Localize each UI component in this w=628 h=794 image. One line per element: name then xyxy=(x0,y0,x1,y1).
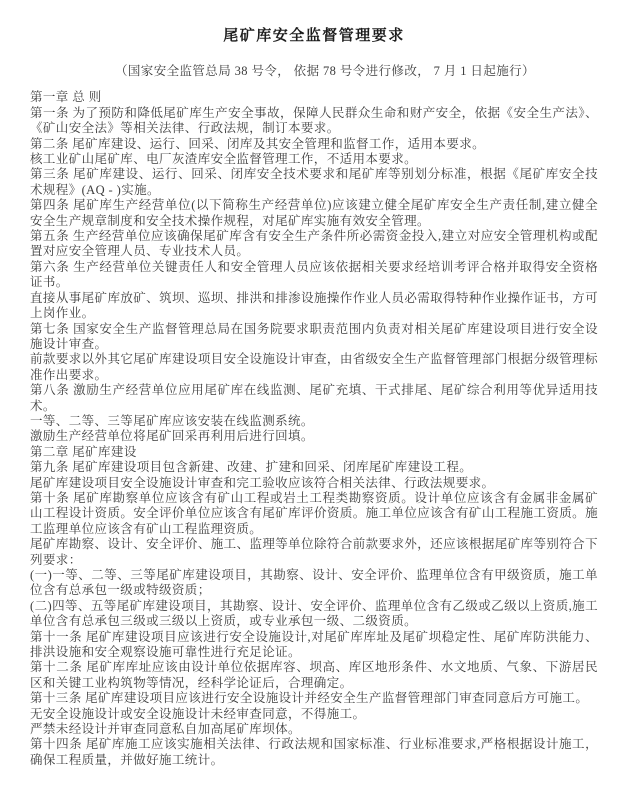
article-paragraph: 第二条 尾矿库建设、运行、回采、闭库及其安全管理和监督工作，适用本要求。 xyxy=(30,136,486,151)
article-paragraph: 第十一条 尾矿库建设项目应该进行安全设施设计,对尾矿库库址及尾矿坝稳定性、尾矿库防洪能力、排洪设施和安全观察设施可靠性进行充足论证。 xyxy=(30,629,598,660)
article-paragraph: 第七条 国家安全生产监督管理总局在国务院要求职责范围内负责对相关尾矿库建设项目进行安全设施设计审查。 xyxy=(30,321,598,351)
paragraph: 一等、二等、三等尾矿库应该安装在线监测系统。 xyxy=(30,413,314,428)
chapter-heading: 第二章 尾矿库建设 xyxy=(30,444,137,459)
paragraph: 严禁未经设计并审查同意私自加高尾矿库坝体。 xyxy=(30,722,301,737)
article-paragraph: 第四条 尾矿库生产经营单位(以下简称生产经营单位)应该建立健全尾矿库安全生产责任制,建立健全安全生产规章制度和安全技术操作规程，对尾矿库实施有效安全管理。 xyxy=(30,198,598,228)
article-paragraph: 第十四条 尾矿库施工应该实施相关法律、行政法规和国家标准、行业标准要求,严格根据设计施工，确保工程质量，并做好施工统计。 xyxy=(30,737,598,767)
paragraph: 尾矿库建设项目安全设施设计审查和完工验收应该符合相关法律、行政法规要求。 xyxy=(30,475,495,490)
article-paragraph: 第一条 为了预防和降低尾矿库生产安全事故，保障人民群众生命和财产安全，依据《安全生产法》、《矿山安全法》等相关法律、行政法规，制订本要求。 xyxy=(30,105,598,136)
chapter-heading: 第一章 总 则 xyxy=(30,90,102,105)
article-paragraph: 第六条 生产经营单位关键责任人和安全管理人员应该依据相关要求经培训考评合格并取得安全资格证书。 xyxy=(30,259,598,290)
article-paragraph: 第十条 尾矿库勘察单位应该含有矿山工程或岩土工程类勘察资质。设计单位应该含有金属非金属矿山工程设计资质。安全评价单位应该含有尾矿库评价资质。施工单位应该含有矿山工程施工资质。施工监理单位应该含有矿山工程监理资质。 xyxy=(30,490,598,536)
document-title: 尾矿库安全监督管理要求 xyxy=(223,28,405,44)
paragraph: 尾矿库勘察、设计、安全评价、施工、监理等单位除符合前款要求外，还应该根据尾矿库等别符合下列要求： xyxy=(30,537,598,567)
article-paragraph: 第五条 生产经营单位应该确保尾矿库含有安全生产条件所必需资金投入,建立对应安全管理机构或配置对应安全管理人员、专业技术人员。 xyxy=(30,229,598,259)
list-item-paragraph: (二)四等、五等尾矿库建设项目，其勘察、设计、安全评价、监理单位含有乙级或乙级以上资质,施工单位含有总承包三级或三级以上资质，或专业承包一级、二级资质。 xyxy=(30,598,598,629)
paragraph: 无安全设施设计或安全设施设计未经审查同意，不得施工。 xyxy=(30,706,366,721)
article-paragraph: 第十三条 尾矿库建设项目应该进行安全设施设计并经安全生产监督管理部门审查同意后方可施工。 xyxy=(30,691,589,706)
paragraph: 直接从事尾矿库放矿、筑坝、巡坝、排洪和排渗设施操作作业人员必需取得特种作业操作证书，方可上岗作业。 xyxy=(30,290,598,321)
article-paragraph: 第三条 尾矿库建设、运行、回采、闭库安全技术要求和尾矿库等别划分标准，根据《尾矿库安全技术规程》(AQ - )实施。 xyxy=(30,167,598,197)
document-subtitle: （国家安全监管总局 38 号令， 依据 78 号令进行修改， 7 月 1 日起施行） xyxy=(115,64,535,78)
paragraph: 激励生产经营单位将尾矿回采再利用后进行回填。 xyxy=(30,429,314,444)
paragraph: 核工业矿山尾矿库、电厂灰渣库安全监督管理工作，不适用本要求。 xyxy=(30,152,418,167)
article-paragraph: 第八条 激励生产经营单位应用尾矿库在线监测、尾矿充填、干式排尾、尾矿综合利用等优异适用技术。 xyxy=(30,383,598,413)
paragraph: 前款要求以外其它尾矿库建设项目安全设施设计审查，由省级安全生产监督管理部门根据分级管理标准作出要求。 xyxy=(30,352,598,382)
document-body xyxy=(30,90,598,768)
article-paragraph: 第九条 尾矿库建设项目包含新建、改建、扩建和回采、闭库尾矿库建设工程。 xyxy=(30,460,473,475)
list-item-paragraph: (一)一等、二等、三等尾矿库建设项目，其勘察、设计、安全评价、监理单位含有甲级资质，施工单位含有总承包一级或特级资质； xyxy=(30,568,598,598)
article-paragraph: 第十二条 尾矿库库址应该由设计单位依据库容、坝高、库区地形条件、水文地质、气象、下游居民区和关键工业构筑物等情况，经科学论证后，合理确定。 xyxy=(30,660,598,690)
